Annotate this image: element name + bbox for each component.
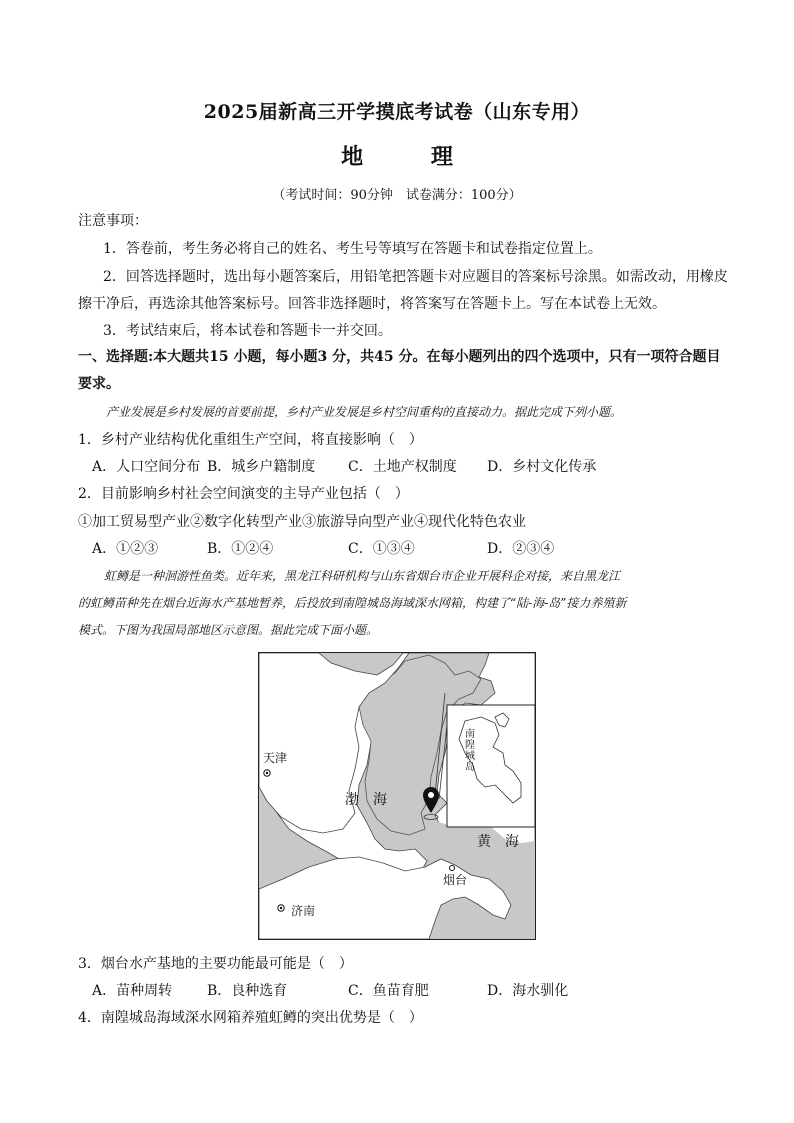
note-item-1: 1．答卷前，考生务必将自己的姓名、考生号等填写在答题卡和试卷指定位置上。 <box>103 241 602 257</box>
yantai-marker <box>450 866 455 871</box>
label-tianjin: 天津 <box>263 751 288 765</box>
exam-info: （考试时间：90分钟 试卷满分：100分） <box>272 188 522 203</box>
question-3-option-a: A．苗种周转 <box>92 983 173 999</box>
passage-2-line1: 虹鳟是一种洄游性鱼类。近年来，黑龙江科研机构与山东省烟台市企业开展科企对接，来自黑龙江 <box>104 569 621 583</box>
jinan-marker-dot <box>280 907 282 909</box>
question-3-option-d: D．海水驯化 <box>487 983 569 999</box>
subject-title: 地 理 <box>341 144 483 170</box>
location-pin-hole <box>428 792 434 798</box>
question-2-items: ①加工贸易型产业②数字化转型产业③旅游导向型产业④现代化特色农业 <box>78 514 526 530</box>
question-4-stem: 4．南隍城岛海域深水网箱养殖虹鳟的突出优势是（ ） <box>78 1010 423 1026</box>
question-2-stem: 2．目前影响乡村社会空间演变的主导产业包括（ ） <box>78 486 409 502</box>
label-bohai: 渤 海 <box>345 792 387 808</box>
question-1-option-c: C．土地产权制度 <box>348 459 457 475</box>
note-item-2-line1: 2．回答选择题时，选出每小题答案后，用铅笔把答题卡对应题目的答案标号涂黑。如需改动，用橡皮 <box>103 269 728 285</box>
label-inset-island: 南隍城岛 <box>465 729 475 773</box>
question-2-option-c: C．①③④ <box>348 541 415 557</box>
question-1-option-b: B．城乡户籍制度 <box>207 459 316 475</box>
passage-1: 产业发展是乡村发展的首要前提，乡村产业发展是乡村空间重构的直接动力。据此完成下列小题。 <box>106 405 623 419</box>
question-1-option-a: A．人口空间分布 <box>92 459 201 475</box>
section-heading-line1: 一、选择题:本大题共15 小题，每小题3 分，共45 分。在每小题列出的四个选项中，只有一项符合题目 <box>78 349 721 365</box>
question-1-option-d: D．乡村文化传承 <box>487 459 597 475</box>
label-yantai: 烟台 <box>443 873 468 887</box>
question-3-option-c: C．鱼苗育肥 <box>348 983 429 999</box>
map-drawing <box>259 653 535 939</box>
label-huanghai: 黄 海 <box>477 834 519 850</box>
tianjin-marker-dot <box>266 772 268 774</box>
question-1-stem: 1．乡村产业结构优化重组生产空间，将直接影响（ ） <box>78 432 423 448</box>
note-item-2-line2: 擦干净后，再选涂其他答案标号。回答非选择题时，将答案写在答题卡上。写在本试卷上无效。 <box>78 296 666 312</box>
question-3-option-b: B．良种选育 <box>207 983 288 999</box>
page-title: 2025届新高三开学摸底考试卷（山东专用） <box>203 101 591 123</box>
regional-map <box>258 652 536 940</box>
section-heading-line2: 要求。 <box>78 376 120 392</box>
question-2-option-d: D．②③④ <box>487 541 555 557</box>
passage-2-line3: 模式。下图为我国局部地区示意图。据此完成下面小题。 <box>78 623 379 637</box>
note-item-3: 3．考试结束后，将本试卷和答题卡一并交回。 <box>103 323 392 339</box>
label-jinan: 济南 <box>291 904 316 918</box>
passage-2-line2: 的虹鳟苗种先在烟台近海水产基地暂养，后投放到南隍城岛海域深水网箱，构建了“陆-海-岛”接力养殖新 <box>78 596 627 610</box>
notes-heading: 注意事项： <box>78 213 148 229</box>
question-2-option-b: B．①②④ <box>207 541 274 557</box>
question-3-stem: 3．烟台水产基地的主要功能最可能是（ ） <box>78 956 353 972</box>
question-2-option-a: A．①②③ <box>92 541 159 557</box>
